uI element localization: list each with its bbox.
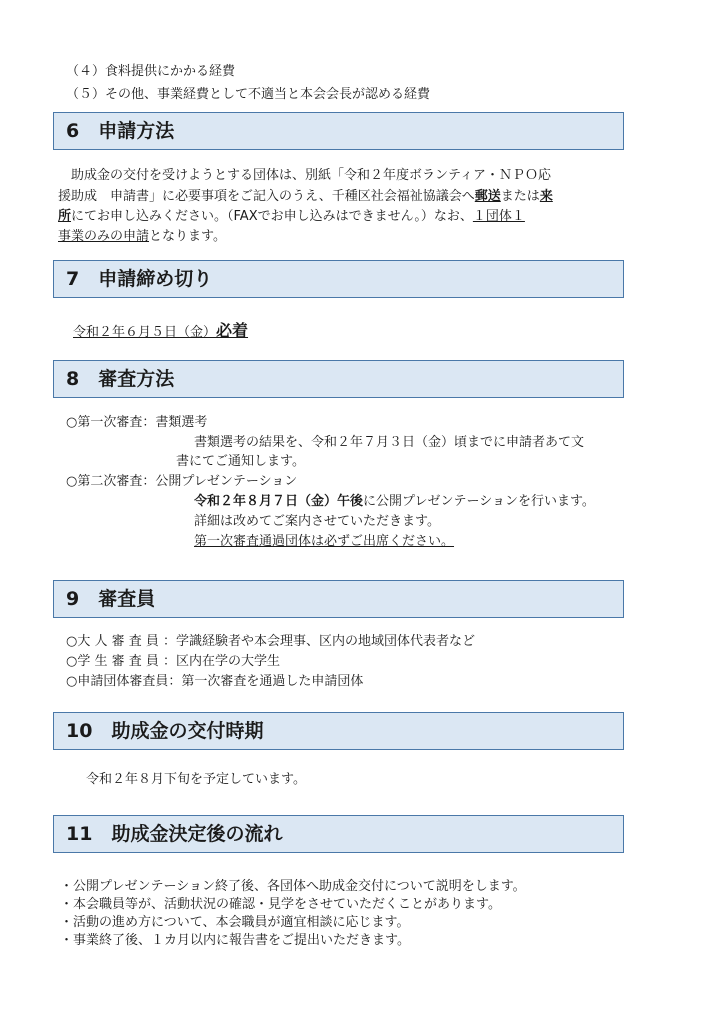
deadline-date: 令和２年６月５日（金） (73, 325, 217, 340)
section-8-heading: 8 審査方法 (53, 360, 624, 398)
presentation-date: 令和２年８月７日（金）午後 (194, 494, 364, 509)
reviewer-applicant: ○申請団体審査員：第一次審査を通過した申請団体 (66, 674, 364, 689)
second-review-line-3: 第一次審査通過団体は必ずご出席ください。 (194, 534, 455, 549)
reviewer-adult: ○大 人 審 査 員 ：学識経験者や本会理事、区内の地域団体代表者など (66, 634, 476, 649)
sec6-visit-emphasis-1: 来 (539, 189, 553, 204)
sec6-line-2a: 援助成 申請書」に必要事項をご記入のうえ、千種区社会福祉協議会へ (58, 189, 475, 204)
reviewer-student: ○学 生 審 査 員 ：区内在学の大学生 (66, 654, 281, 669)
deadline-must-arrive: 必着 (216, 321, 249, 340)
second-review-label: ○第二次審査：公開プレゼンテーション (66, 474, 298, 489)
section-7-heading: 7 申請締め切り (53, 260, 624, 298)
second-review-line-2: 詳細は改めてご案内させていただきます。 (194, 514, 440, 529)
grant-timing-text: 令和２年８月下旬を予定しています。 (86, 772, 306, 787)
sec6-one-project-1: １団体１ (472, 209, 525, 224)
sec6-line-4 (58, 228, 226, 246)
sec6-line-2c: または (500, 189, 540, 204)
section-10-heading: 10 助成金の交付時期 (53, 712, 624, 750)
section-9-heading: 9 審査員 (53, 580, 624, 618)
sec6-visit-emphasis-2: 所 (58, 209, 72, 224)
flow-item: ・事業終了後、１カ月以内に報告書をご提出いただきます。 (60, 933, 410, 948)
second-review-line-1 (194, 493, 595, 511)
flow-item: ・本会職員等が、活動状況の確認・見学をさせていただくことがあります。 (60, 897, 501, 912)
expense-item-4: （４）食料提供にかかる経費 (66, 64, 236, 79)
sec6-line-3b: にてお申し込みください。（FAXでお申し込みはできません。）なお、 (71, 209, 473, 224)
deadline-line (73, 322, 248, 342)
section-6-heading: 6 申請方法 (53, 112, 624, 150)
first-review-line-1: 書類選考の結果を、令和２年７月３日（金）頃までに申請者あて文 (194, 435, 585, 450)
flow-item: ・活動の進め方について、本会職員が適宜相談に応じます。 (60, 915, 410, 930)
sec6-line-4b: となります。 (149, 229, 226, 244)
section-11-heading: 11 助成金決定後の流れ (53, 815, 624, 853)
sec6-line-3 (58, 208, 525, 226)
sec6-line-1: 助成金の交付を受けようとする団体は、別紙「令和２年度ボランティア・ＮＰＯ応 (58, 168, 551, 183)
sec6-mail-emphasis: 郵送 (474, 189, 501, 204)
sec6-one-project-2: 事業のみの申請 (58, 229, 150, 244)
first-review-line-2: 書にてご通知します。 (176, 454, 305, 469)
expense-item-5: （５）その他、事業経費として不適当と本会会長が認める経費 (66, 87, 431, 102)
flow-item: ・公開プレゼンテーション終了後、各団体へ助成金交付について説明をします。 (60, 879, 526, 894)
first-review-label: ○第一次審査：書類選考 (66, 415, 208, 430)
sec6-line-2 (58, 188, 553, 206)
presentation-text: に公開プレゼンテーションを行います。 (363, 494, 595, 509)
